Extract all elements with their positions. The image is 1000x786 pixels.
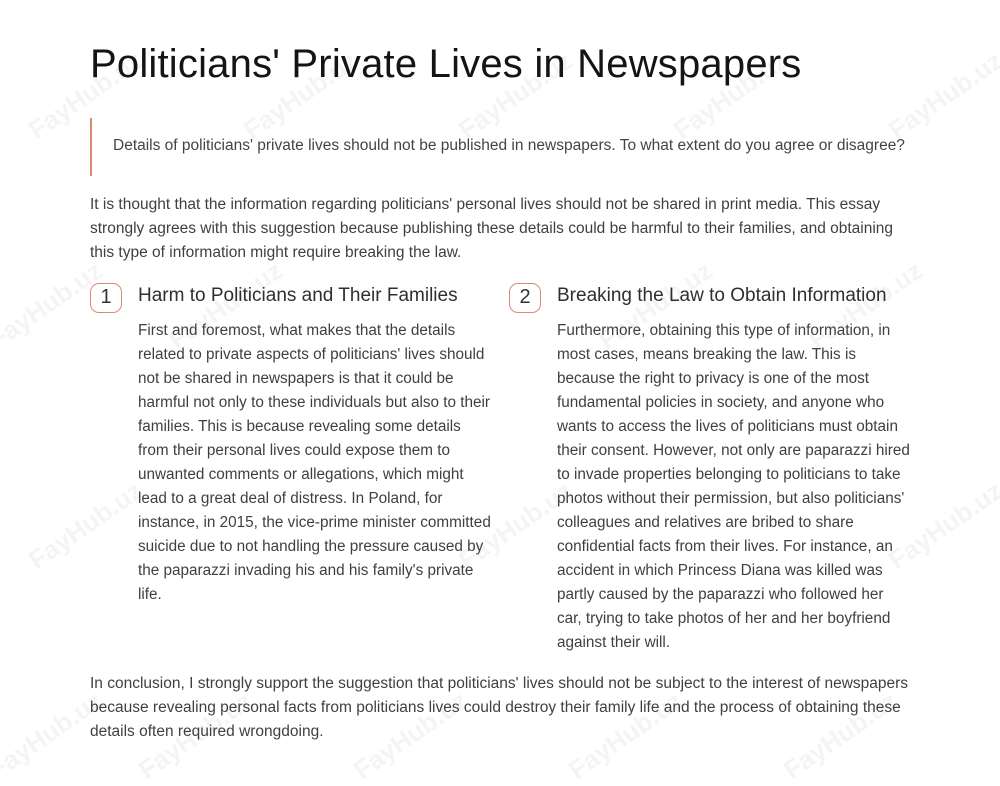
watermark: [23, 475, 148, 576]
point-heading: Breaking the Law to Obtain Information: [557, 285, 887, 306]
point-heading: Harm to Politicians and Their Families: [138, 285, 458, 306]
point-body: First and foremost, what makes that the details related to private aspects of politicians' lives should not be shared in newspapers is that it could be harmful not only to these individuals but also to their families. This is because revealing some details from their personal lives could expose them to unwanted comments or allegations, which might lead to a great deal of distress. In Poland, for instance, in 2015, the vice-prime minister committed suicide due to not handling the pressure caused by the paparazzi invading his and his family's private life.: [138, 322, 491, 603]
point-number-badge: 2: [509, 283, 541, 313]
essay-prompt: [90, 118, 908, 176]
point-number-badge: 1: [90, 283, 122, 313]
page-title: Politicians' Private Lives in Newspapers: [90, 42, 802, 86]
intro-paragraph: It is thought that the information regarding politicians' personal lives should not be shared in print media. This essay strongly agrees with this suggestion because publishing these details could be harmful to their families, and obtaining this type of information might require breaking the law.: [90, 196, 894, 261]
point-body: Furthermore, obtaining this type of information, in most cases, means breaking the law. This is because the right to privacy is one of the most fundamental policies in society, and anyone who wants to access the lives of politicians must obtain their consent. However, not only are paparazzi hired to invade properties belonging to politicians to take photos without their permission, but also politicians' colleagues and relatives are bribed to share confidential facts from their lives. For instance, an accident in which Princess Diana was killed was partly caused by the paparazzi who followed her car, trying to take photos of her and her boyfriend against their will.: [557, 322, 910, 651]
prompt-text: Details of politicians' private lives should not be published in newspapers. To what extent do you agree or disagree?: [113, 137, 905, 154]
conclusion-paragraph: In conclusion, I strongly support the suggestion that politicians' lives should not be subject to the interest of newspapers because revealing personal facts from politicians lives could destroy their family life and the process of obtaining these details often required wrongdoing.: [90, 675, 909, 740]
